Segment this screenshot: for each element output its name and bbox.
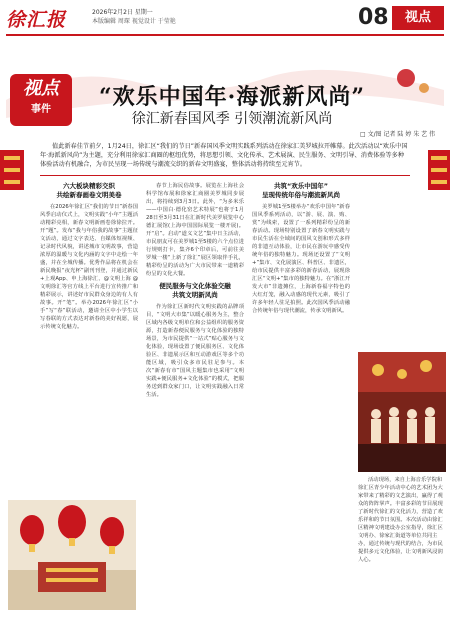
column-3-text: 美罗城1至5楼举办“欢乐中国年”新春国风季系列活动，以“游、展、演、购、赏”为线索，设置了一系列精彩纷呈的新春活动。现场特别设置了新春文明实践与市民生活在全域间的国风文创和形式多样的非遗互动体验，让市民在游玩中感受传统年俗的独特魅力。现场还设置了“文明+”集市、文化展演区、科普区、非遗区，给市民提供丰富多彩的新春活动，展现徐汇区“文明+”集市的独特魅力。在“浙江开发大市”非遗摊位，上海新春福字特色的大红灯笼，融入动感的现代元素，吸引了许多年轻人驻足拍照。此次国风季活动融合传统年俗与现代潮流，传承文明新风。 <box>252 204 350 314</box>
subhead-1: 六大板块精彩交织 共绘新春画卷文明美卷 <box>56 182 122 199</box>
headline: “欢乐中国年·海派新风尚” <box>99 84 365 110</box>
column-2-text-b: 作为徐汇区新时代文明实践的品牌项目，“文明大市集”以暖心服务为主，整合区域内各级文明单位和公益组织的服务资源，打造新春便民服务与文化体验的独特场景，为市民提供“一站式”贴心服务与文化体验，现场设置了便民服务区、文化体验区、非遗展示区和互动游戏区等多个功能区域，吸引众多市民驻足参与。本次“新春有市”国风主题集市也采用“文明实践+便民服务+文化体验”的模式，把服务送到群众家门口，让文明实践融入日常生活。 <box>146 304 244 398</box>
column-2-text: 春节上海民俗故事。展览在上海社会科学馆布展和徐家汇商圈美罗城同步展出，将持续到3月3日。此外，“为多米乐——中国白·德化窑艺术特展”也将于1月28日至3月31日在汇新时代美罗展览中心德汇展馆(上海中国国际展览一楼开展)。开“启”。启动“道义文艺”集中日主活动，市民朋友可在美罗城1至5楼的六个点位进行规则打卡，集齐6个印章后，可前往美罗城一楼“上新了徐汇”展区领取伴手礼，精彩纷呈的活动为广大市民带来一道精彩纷呈的文化大餐。 <box>146 183 244 277</box>
masthead <box>0 0 450 44</box>
subhead-2: 便民服务与文化体验交融 共筑文明新风尚 <box>159 282 231 299</box>
column-1-text: 在2026年徐汇区“我们的节日”新春国风季启动仪式上，文明实践“小年”主题活动精彩亮相，新春文明新画卷徐徐拉开。开“题”。发布“我与年俗我的故事”主题征文活动，通过文字表达、自媒体短视频、记录时代风貌，讲述城市文明故事，营造浓厚的温暖与文化内涵的文字中走绘一年盛，并在全城传播。优秀作品将在机会在新民晚报“夜光杯”副刊刊登，并通过新民+上观App、申上海徐汇、@文明上海 @文明徐汇等官方线上平台进行宣传推广和精彩展示，讲述好市民群众身边的有人有故事。开“笔”。举办2026年徐汇区“小手”写“春”联活动，邀请全区中小学生以写春联的方式表达对新春的美好祝愿，展示传统文化魅力。 <box>40 204 138 330</box>
badge-shidian <box>10 74 72 126</box>
byline: □ 文/图 记者 陆 婷 朱 艺 伟 <box>360 131 436 138</box>
stage-performance-photo <box>358 352 446 472</box>
article-column-2 <box>146 182 244 622</box>
decorative-pattern-left <box>0 150 24 190</box>
festival-booth-photo <box>8 500 136 610</box>
badge-title: 视点 <box>23 78 59 99</box>
article-column-4 <box>358 182 444 342</box>
masthead-rule <box>6 34 444 36</box>
section-tag: 视点 <box>392 6 444 30</box>
photo-caption: 活动现场，来自上海音乐学院和徐汇区青少年活动中心的艺术团为大家带来了精彩的文艺演出，赢得了观众的阵阵掌声。丰富多彩的节目展现了新时代徐汇的文化活力，营造了欢乐祥和的节日氛围。本次活动由徐汇区精神文明建设办公室指导，徐汇区文明办、徐家汇街道等单位共同主办，通过传统与现代的结合，为市民提供多元文化体验，让文明新风浸润人心。 <box>358 477 443 563</box>
subhead-3: 共筑“欢乐中国年” 呈现传统年俗与潮流新风尚 <box>262 182 340 199</box>
editor-credits: 本版编辑 周琛 视觉设计 于莹艳 <box>92 18 176 25</box>
newspaper-logo: 徐汇报 <box>6 9 67 31</box>
lead-divider <box>40 175 410 176</box>
issue-date: 2026年2月2日 星期一 <box>92 9 153 16</box>
article-column-3 <box>252 182 350 622</box>
subheadline: 徐汇新春国风季 引领潮流新风尚 <box>131 111 333 127</box>
page-number: 08 <box>358 5 389 30</box>
badge-subtitle: 事件 <box>31 104 51 115</box>
lead-paragraph: 值此新春佳节前夕，1月24日，徐汇区“我们的节日”新春国风季文明实践系列活动在徐家汇美罗城拉开帷幕。此次活动以“欢乐中国年·海派新风尚”为主题，充分利用徐家汇商圈的枢纽优势，将思想引领、文化传承、艺术展演、民生服务、文明引导、消费体验等多种体验活动有机融合，为市民呈现一场传统与潮流交织的新春文明盛宴，整体活动将持续至元宵节。 <box>40 143 408 168</box>
